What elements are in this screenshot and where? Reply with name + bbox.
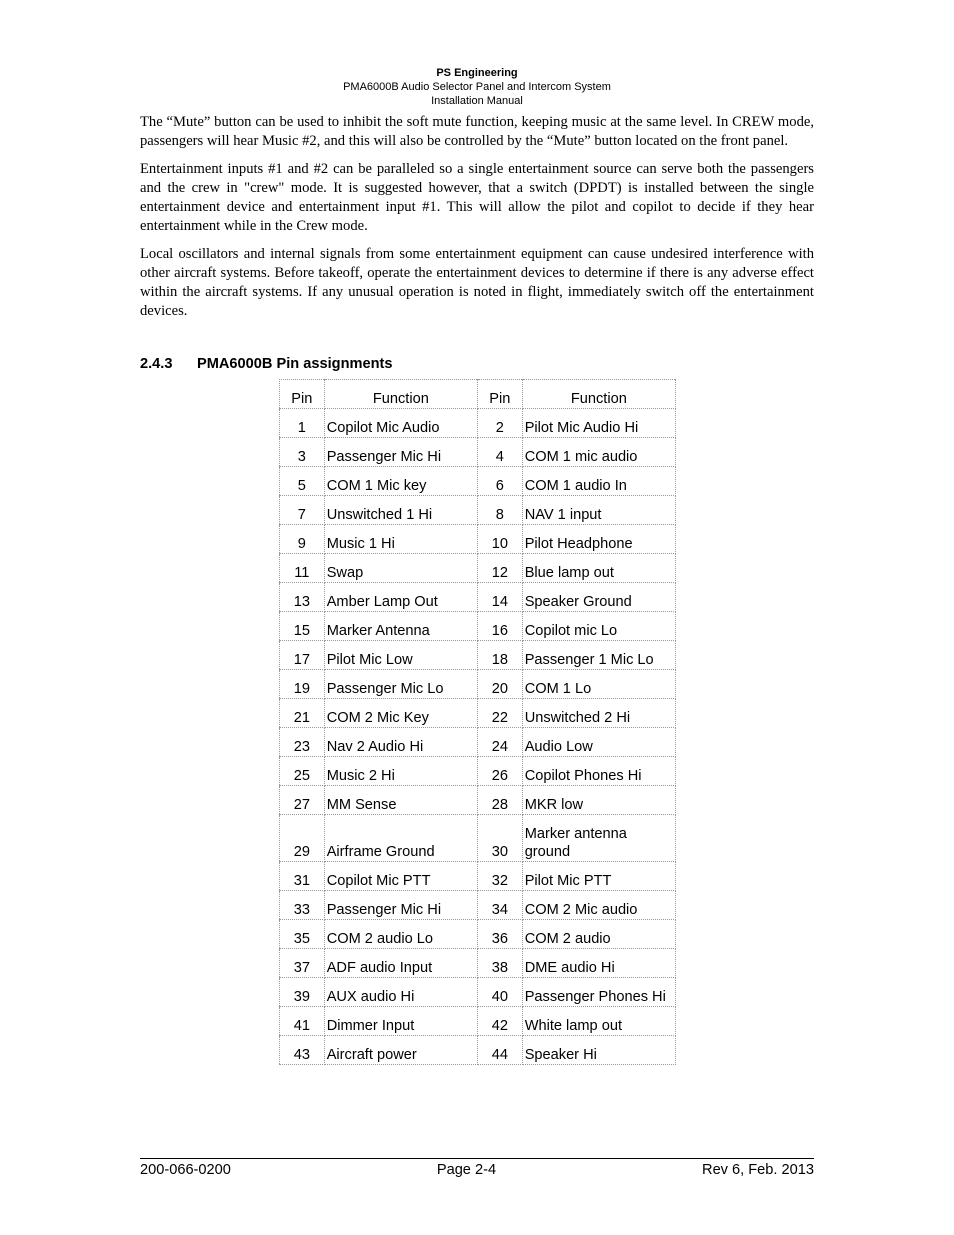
table-row [280, 1036, 676, 1065]
column-header-pin: Pin [477, 380, 522, 409]
pin-function-cell: MKR low [522, 786, 675, 815]
pin-function-cell: Passenger 1 Mic Lo [522, 641, 675, 670]
table-header-row [280, 380, 676, 409]
pin-function-cell: Aircraft power [324, 1036, 477, 1065]
pin-number-cell: 36 [477, 920, 522, 949]
table-row [280, 815, 676, 862]
footer-revision: Rev 6, Feb. 2013 [702, 1162, 814, 1178]
pin-function-cell: Speaker Hi [522, 1036, 675, 1065]
pin-number-cell: 24 [477, 728, 522, 757]
pin-function-cell: Copilot Mic Audio [324, 409, 477, 438]
pin-number-cell: 35 [280, 920, 325, 949]
pin-function-cell: Nav 2 Audio Hi [324, 728, 477, 757]
pin-function-cell: Copilot Phones Hi [522, 757, 675, 786]
pin-function-cell: COM 2 audio Lo [324, 920, 477, 949]
pin-function-cell: COM 1 Mic key [324, 467, 477, 496]
header-doc-type: Installation Manual [431, 95, 523, 107]
pin-function-cell: Passenger Mic Lo [324, 670, 477, 699]
pin-number-cell: 31 [280, 862, 325, 891]
pin-function-cell: ADF audio Input [324, 949, 477, 978]
column-header-function: Function [522, 380, 675, 409]
pin-number-cell: 19 [280, 670, 325, 699]
pin-function-cell: MM Sense [324, 786, 477, 815]
pin-number-cell: 40 [477, 978, 522, 1007]
pin-function-cell: Swap [324, 554, 477, 583]
pin-function-cell: Passenger Mic Hi [324, 891, 477, 920]
pin-function-cell: Audio Low [522, 728, 675, 757]
pin-number-cell: 44 [477, 1036, 522, 1065]
pin-function-cell: Pilot Headphone [522, 525, 675, 554]
pin-number-cell: 4 [477, 438, 522, 467]
pin-number-cell: 14 [477, 583, 522, 612]
pin-number-cell: 22 [477, 699, 522, 728]
pin-number-cell: 10 [477, 525, 522, 554]
pin-number-cell: 1 [280, 409, 325, 438]
footer-page-number: Page 2-4 [436, 1162, 497, 1178]
pin-function-cell: Unswitched 1 Hi [324, 496, 477, 525]
section-number: 2.4.3 [140, 356, 173, 372]
pin-function-cell: COM 2 Mic Key [324, 699, 477, 728]
pin-function-cell: COM 2 Mic audio [522, 891, 675, 920]
pin-number-cell: 12 [477, 554, 522, 583]
page-footer [140, 1158, 814, 1179]
pin-number-cell: 33 [280, 891, 325, 920]
table-row [280, 438, 676, 467]
table-row [280, 786, 676, 815]
pin-number-cell: 6 [477, 467, 522, 496]
table-row [280, 409, 676, 438]
table-row [280, 728, 676, 757]
footer-doc-number: 200-066-0200 [140, 1162, 231, 1178]
table-row [280, 862, 676, 891]
pin-function-cell: Pilot Mic Audio Hi [522, 409, 675, 438]
table-row [280, 978, 676, 1007]
table-row [280, 583, 676, 612]
table-body [280, 409, 676, 1065]
pin-function-cell: Marker Antenna [324, 612, 477, 641]
page-header [140, 66, 814, 108]
pin-function-cell: Amber Lamp Out [324, 583, 477, 612]
section-title: PMA6000B Pin assignments [197, 356, 393, 372]
table-row [280, 670, 676, 699]
pin-function-cell: COM 1 Lo [522, 670, 675, 699]
header-product: PMA6000B Audio Selector Panel and Intercom System [343, 81, 611, 93]
pin-number-cell: 32 [477, 862, 522, 891]
table-row [280, 641, 676, 670]
pin-function-cell: Passenger Mic Hi [324, 438, 477, 467]
pin-function-cell: Music 1 Hi [324, 525, 477, 554]
table-row [280, 891, 676, 920]
pin-function-cell: NAV 1 input [522, 496, 675, 525]
body-text [140, 113, 814, 330]
table-row [280, 757, 676, 786]
pin-number-cell: 13 [280, 583, 325, 612]
table-row [280, 612, 676, 641]
pin-function-cell: Copilot Mic PTT [324, 862, 477, 891]
header-company: PS Engineering [436, 67, 518, 79]
pin-number-cell: 11 [280, 554, 325, 583]
pin-function-cell: Unswitched 2 Hi [522, 699, 675, 728]
pin-number-cell: 28 [477, 786, 522, 815]
pin-number-cell: 3 [280, 438, 325, 467]
pin-number-cell: 30 [477, 815, 522, 862]
pin-function-cell: Speaker Ground [522, 583, 675, 612]
pin-number-cell: 29 [280, 815, 325, 862]
table-row [280, 699, 676, 728]
pin-function-cell: COM 2 audio [522, 920, 675, 949]
table-row [280, 496, 676, 525]
pin-number-cell: 23 [280, 728, 325, 757]
table-row [280, 467, 676, 496]
column-header-pin: Pin [280, 380, 325, 409]
table-row [280, 920, 676, 949]
pin-number-cell: 2 [477, 409, 522, 438]
table-row [280, 554, 676, 583]
pin-function-cell: COM 1 audio In [522, 467, 675, 496]
pin-number-cell: 43 [280, 1036, 325, 1065]
pin-number-cell: 25 [280, 757, 325, 786]
pin-number-cell: 41 [280, 1007, 325, 1036]
pin-number-cell: 42 [477, 1007, 522, 1036]
paragraph-interference: Local oscillators and internal signals from some entertainment equipment can cause undesired interference with other aircraft systems. Before takeoff, operate the entertainment devices to determine if there is any adverse effect within the aircraft systems. If any unusual operation is noted in flight, immediately switch off the entertainment devices. [140, 246, 814, 319]
pin-number-cell: 21 [280, 699, 325, 728]
pin-function-cell: Marker antenna ground [522, 815, 675, 862]
pin-number-cell: 27 [280, 786, 325, 815]
pin-function-cell: Music 2 Hi [324, 757, 477, 786]
table-row [280, 525, 676, 554]
table-row [280, 949, 676, 978]
table-row [280, 1007, 676, 1036]
paragraph-mute: The “Mute” button can be used to inhibit the soft mute function, keeping music at the same level. In CREW mode, passengers will hear Music #2, and this will also be controlled by the “Mute” button located on the front panel. [140, 114, 814, 149]
pin-number-cell: 20 [477, 670, 522, 699]
section-heading [140, 356, 814, 372]
pin-number-cell: 5 [280, 467, 325, 496]
pin-function-cell: Blue lamp out [522, 554, 675, 583]
pin-number-cell: 8 [477, 496, 522, 525]
pin-function-cell: White lamp out [522, 1007, 675, 1036]
pin-function-cell: Pilot Mic Low [324, 641, 477, 670]
pin-function-cell: Pilot Mic PTT [522, 862, 675, 891]
pin-function-cell: Dimmer Input [324, 1007, 477, 1036]
pin-function-cell: Airframe Ground [324, 815, 477, 862]
pin-number-cell: 7 [280, 496, 325, 525]
pin-number-cell: 37 [280, 949, 325, 978]
pin-function-cell: COM 1 mic audio [522, 438, 675, 467]
pin-number-cell: 34 [477, 891, 522, 920]
pin-number-cell: 18 [477, 641, 522, 670]
pin-number-cell: 26 [477, 757, 522, 786]
column-header-function: Function [324, 380, 477, 409]
pin-number-cell: 15 [280, 612, 325, 641]
pin-function-cell: AUX audio Hi [324, 978, 477, 1007]
pin-function-cell: DME audio Hi [522, 949, 675, 978]
pin-number-cell: 39 [280, 978, 325, 1007]
pin-number-cell: 17 [280, 641, 325, 670]
paragraph-entertainment-inputs: Entertainment inputs #1 and #2 can be paralleled so a single entertainment source can serve both the passengers and the crew in "crew" mode. It is suggested however, that a switch (DPDT) is installed between the single entertainment device and entertainment input #1. This will allow the pilot and copilot to decide if they hear entertainment while in the Crew mode. [140, 161, 814, 234]
pin-function-cell: Copilot mic Lo [522, 612, 675, 641]
pin-function-cell: Passenger Phones Hi [522, 978, 675, 1007]
pin-assignment-table [279, 379, 676, 1065]
pin-number-cell: 16 [477, 612, 522, 641]
pin-number-cell: 9 [280, 525, 325, 554]
pin-number-cell: 38 [477, 949, 522, 978]
